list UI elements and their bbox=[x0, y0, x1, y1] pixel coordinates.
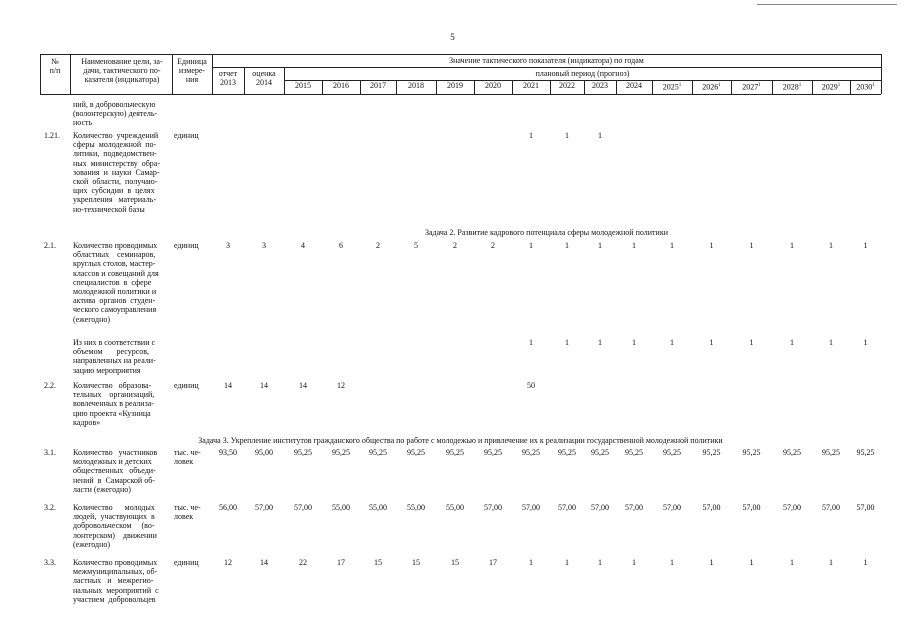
year-header bbox=[396, 80, 436, 91]
value-cell: 1 bbox=[598, 558, 602, 567]
header-estimate: оценка 2014 bbox=[252, 69, 276, 87]
row-number: 3.2. bbox=[44, 503, 56, 512]
year-label: 2023 bbox=[592, 81, 608, 90]
row-name: Количество проводимых областных семинаров, круглых столов, мастер- классов и совещаний для специалистов в сфере молодежной политики и актива органов студен- ческого самоуправления (ежегодно) bbox=[73, 241, 159, 324]
year-label: 2020 bbox=[485, 81, 501, 90]
grid-hline bbox=[40, 54, 881, 55]
value-cell: 95,25 bbox=[332, 448, 350, 457]
value-cell: 1 bbox=[863, 558, 868, 567]
year-header bbox=[550, 80, 584, 91]
value-cell: 57,00 bbox=[702, 503, 721, 512]
value-cell: 1 bbox=[529, 241, 533, 250]
header-number: № п/п bbox=[49, 57, 61, 75]
year-header bbox=[812, 80, 850, 91]
value-cell: 95,25 bbox=[742, 448, 761, 457]
value-cell: 55,00 bbox=[332, 503, 350, 512]
value-cell: 2 bbox=[453, 241, 457, 250]
year-header bbox=[692, 80, 731, 91]
value-cell: 1 bbox=[565, 338, 569, 347]
value-cell: 55,00 bbox=[407, 503, 425, 512]
row-number: 2.2. bbox=[44, 381, 56, 390]
footnote-mark: 1 bbox=[872, 83, 875, 88]
value-cell: 1 bbox=[709, 241, 714, 250]
value-cell: 1 bbox=[863, 338, 868, 347]
grid-hline bbox=[40, 94, 881, 95]
row-name: Из них в соответствии с объемом ресурсов, направленных на реали- зацию мероприятия bbox=[73, 338, 156, 375]
row-name: Количество проводимых межмуниципальных, об- ластных и межрегио- нальных мероприятий с участием добровольцев bbox=[73, 558, 159, 604]
value-cell: 12 bbox=[337, 381, 345, 390]
value-cell: 1 bbox=[829, 558, 833, 567]
value-cell: 2 bbox=[376, 241, 380, 250]
value-cell: 1 bbox=[565, 241, 569, 250]
value-cell: 95,25 bbox=[522, 448, 540, 457]
value-cell: 1 bbox=[529, 338, 533, 347]
value-cell: 1 bbox=[670, 558, 674, 567]
value-cell: 1 bbox=[709, 558, 714, 567]
value-cell: 57,00 bbox=[856, 503, 875, 512]
value-cell: 95,25 bbox=[558, 448, 576, 457]
year-header bbox=[284, 80, 322, 91]
task-heading: Задача 2. Развитие кадрового потенциала сферы молодежной политики bbox=[425, 228, 668, 237]
year-label: 2021 bbox=[523, 81, 539, 90]
value-cell: 1 bbox=[632, 558, 636, 567]
value-cell: 1 bbox=[790, 338, 794, 347]
year-label: 2024 bbox=[626, 81, 642, 90]
year-label: 2018 bbox=[408, 81, 424, 90]
year-label: 2015 bbox=[295, 81, 311, 90]
row-name: Количество молодых людей, участвующих в добровольческом (во- лонтерском) движении (ежегодно) bbox=[73, 503, 157, 549]
year-label: 2030 bbox=[856, 82, 873, 92]
year-label: 2022 bbox=[559, 81, 575, 90]
row-name: Количество участников молодежных и детских общественных объеди- нений в Самарской об- ласти (ежегодно) bbox=[73, 448, 158, 494]
year-header bbox=[360, 80, 396, 91]
value-cell: 50 bbox=[527, 381, 535, 390]
value-cell: 95,25 bbox=[702, 448, 721, 457]
value-cell: 14 bbox=[299, 381, 307, 390]
scan-edge-line bbox=[757, 4, 897, 5]
value-cell: 95,25 bbox=[591, 448, 609, 457]
value-cell: 95,25 bbox=[446, 448, 464, 457]
year-header bbox=[772, 80, 812, 91]
value-cell: 1 bbox=[598, 338, 602, 347]
value-cell: 55,00 bbox=[446, 503, 464, 512]
value-cell: 57,00 bbox=[663, 503, 681, 512]
value-cell: 57,00 bbox=[822, 503, 840, 512]
year-label: 2017 bbox=[370, 81, 386, 90]
value-cell: 57,00 bbox=[625, 503, 643, 512]
value-cell: 15 bbox=[451, 558, 459, 567]
row-number: 2.1. bbox=[44, 241, 56, 250]
year-header bbox=[512, 80, 550, 91]
value-cell: 95,25 bbox=[407, 448, 425, 457]
year-header bbox=[436, 80, 474, 91]
value-cell: 95,25 bbox=[822, 448, 840, 457]
value-cell: 1 bbox=[529, 131, 533, 140]
year-label: 2027 bbox=[742, 82, 759, 92]
row-name: ний, в добровольческую (волонтерскую) деятель- ность bbox=[73, 100, 158, 128]
header-unit: Единица измере- ния bbox=[177, 57, 207, 84]
value-cell: 14 bbox=[260, 381, 268, 390]
value-cell: 57,00 bbox=[783, 503, 801, 512]
value-cell: 17 bbox=[337, 558, 345, 567]
footnote-mark: 1 bbox=[718, 83, 721, 88]
row-unit: тыс. че- ловек bbox=[174, 503, 201, 522]
value-cell: 14 bbox=[224, 381, 232, 390]
value-cell: 55,00 bbox=[369, 503, 387, 512]
value-cell: 57,00 bbox=[484, 503, 502, 512]
year-label: 2029 bbox=[821, 82, 838, 92]
row-number: 1.21. bbox=[44, 131, 60, 140]
value-cell: 1 bbox=[598, 241, 602, 250]
footnote-mark: 1 bbox=[678, 83, 682, 88]
value-cell: 2 bbox=[491, 241, 495, 250]
year-label: 2026 bbox=[702, 82, 719, 92]
value-cell: 1 bbox=[790, 558, 794, 567]
value-cell: 1 bbox=[632, 338, 636, 347]
year-label: 2028 bbox=[782, 82, 799, 92]
header-values-title: Значение тактического показателя (индикатора) по годам bbox=[449, 56, 644, 65]
year-header bbox=[652, 80, 692, 91]
year-header bbox=[850, 80, 881, 91]
value-cell: 1 bbox=[829, 241, 833, 250]
value-cell: 1 bbox=[632, 241, 636, 250]
value-cell: 12 bbox=[224, 558, 232, 567]
value-cell: 3 bbox=[226, 241, 230, 250]
value-cell: 1 bbox=[749, 558, 754, 567]
row-unit: единиц bbox=[174, 381, 199, 390]
row-unit: единиц bbox=[174, 241, 199, 250]
value-cell: 95,25 bbox=[856, 448, 875, 457]
footnote-mark: 1 bbox=[758, 83, 761, 88]
value-cell: 1 bbox=[790, 241, 794, 250]
value-cell: 1 bbox=[529, 558, 533, 567]
value-cell: 57,00 bbox=[558, 503, 576, 512]
value-cell: 57,00 bbox=[294, 503, 312, 512]
row-number: 3.1. bbox=[44, 448, 56, 457]
header-plan-period: плановый период (прогноз) bbox=[535, 69, 630, 78]
value-cell: 95,25 bbox=[369, 448, 387, 457]
footnote-mark: 1 bbox=[798, 83, 802, 88]
row-unit: единиц bbox=[174, 131, 199, 140]
row-name: Количество образова- тельных организаций, вовлеченных в реализа- цию проекта «Кузница кадров» bbox=[73, 381, 155, 427]
value-cell: 95,25 bbox=[294, 448, 312, 457]
value-cell: 1 bbox=[670, 241, 674, 250]
year-label: 2016 bbox=[333, 81, 349, 90]
row-unit: единиц bbox=[174, 558, 199, 567]
grid-hline bbox=[212, 67, 881, 68]
value-cell: 17 bbox=[489, 558, 497, 567]
value-cell: 15 bbox=[374, 558, 382, 567]
grid-vline bbox=[881, 54, 882, 94]
value-cell: 22 bbox=[299, 558, 307, 567]
value-cell: 95,25 bbox=[663, 448, 681, 457]
value-cell: 6 bbox=[339, 241, 343, 250]
row-unit: тыс. че- ловек bbox=[174, 448, 201, 467]
value-cell: 57,00 bbox=[591, 503, 609, 512]
value-cell: 57,00 bbox=[255, 503, 273, 512]
value-cell: 14 bbox=[260, 558, 268, 567]
page-number: 5 bbox=[450, 32, 455, 42]
value-cell: 95,25 bbox=[625, 448, 643, 457]
row-number: 3.3. bbox=[44, 558, 56, 567]
header-name: Наименование цели, за- дачи, тактического по- казателя (индикатора) bbox=[81, 57, 163, 84]
value-cell: 1 bbox=[670, 338, 674, 347]
value-cell: 1 bbox=[829, 338, 833, 347]
value-cell: 95,00 bbox=[255, 448, 273, 457]
year-header bbox=[584, 80, 616, 91]
value-cell: 95,25 bbox=[783, 448, 801, 457]
year-label: 2019 bbox=[447, 81, 463, 90]
task-heading: Задача 3. Укрепление институтов гражданского общества по работе с молодежью и привлечение их к реализации государственной молодежной политики bbox=[198, 436, 723, 445]
value-cell: 57,00 bbox=[522, 503, 540, 512]
value-cell: 1 bbox=[863, 241, 868, 250]
row-name: Количество учреждений сферы молодежной по- литики, подведомствен- ных министерству обра- зования и науки Самар- ской области, получаю- щих субсидии в целях укрепления материаль- но-технической базы bbox=[73, 131, 160, 214]
value-cell: 95,25 bbox=[484, 448, 502, 457]
value-cell: 5 bbox=[414, 241, 418, 250]
footnote-mark: 1 bbox=[837, 83, 841, 88]
value-cell: 93,50 bbox=[219, 448, 237, 457]
value-cell: 56,00 bbox=[219, 503, 237, 512]
value-cell: 1 bbox=[749, 338, 754, 347]
value-cell: 3 bbox=[262, 241, 266, 250]
value-cell: 1 bbox=[709, 338, 714, 347]
year-label: 2025 bbox=[662, 82, 679, 92]
value-cell: 15 bbox=[412, 558, 420, 567]
value-cell: 4 bbox=[301, 241, 305, 250]
value-cell: 1 bbox=[565, 131, 569, 140]
value-cell: 1 bbox=[598, 131, 602, 140]
year-header bbox=[616, 80, 652, 91]
value-cell: 1 bbox=[565, 558, 569, 567]
value-cell: 57,00 bbox=[742, 503, 761, 512]
header-report: отчет 2013 bbox=[218, 69, 238, 87]
year-header bbox=[474, 80, 512, 91]
grid-vline bbox=[70, 54, 71, 94]
year-header bbox=[322, 80, 360, 91]
value-cell: 1 bbox=[749, 241, 754, 250]
year-header bbox=[731, 80, 772, 91]
